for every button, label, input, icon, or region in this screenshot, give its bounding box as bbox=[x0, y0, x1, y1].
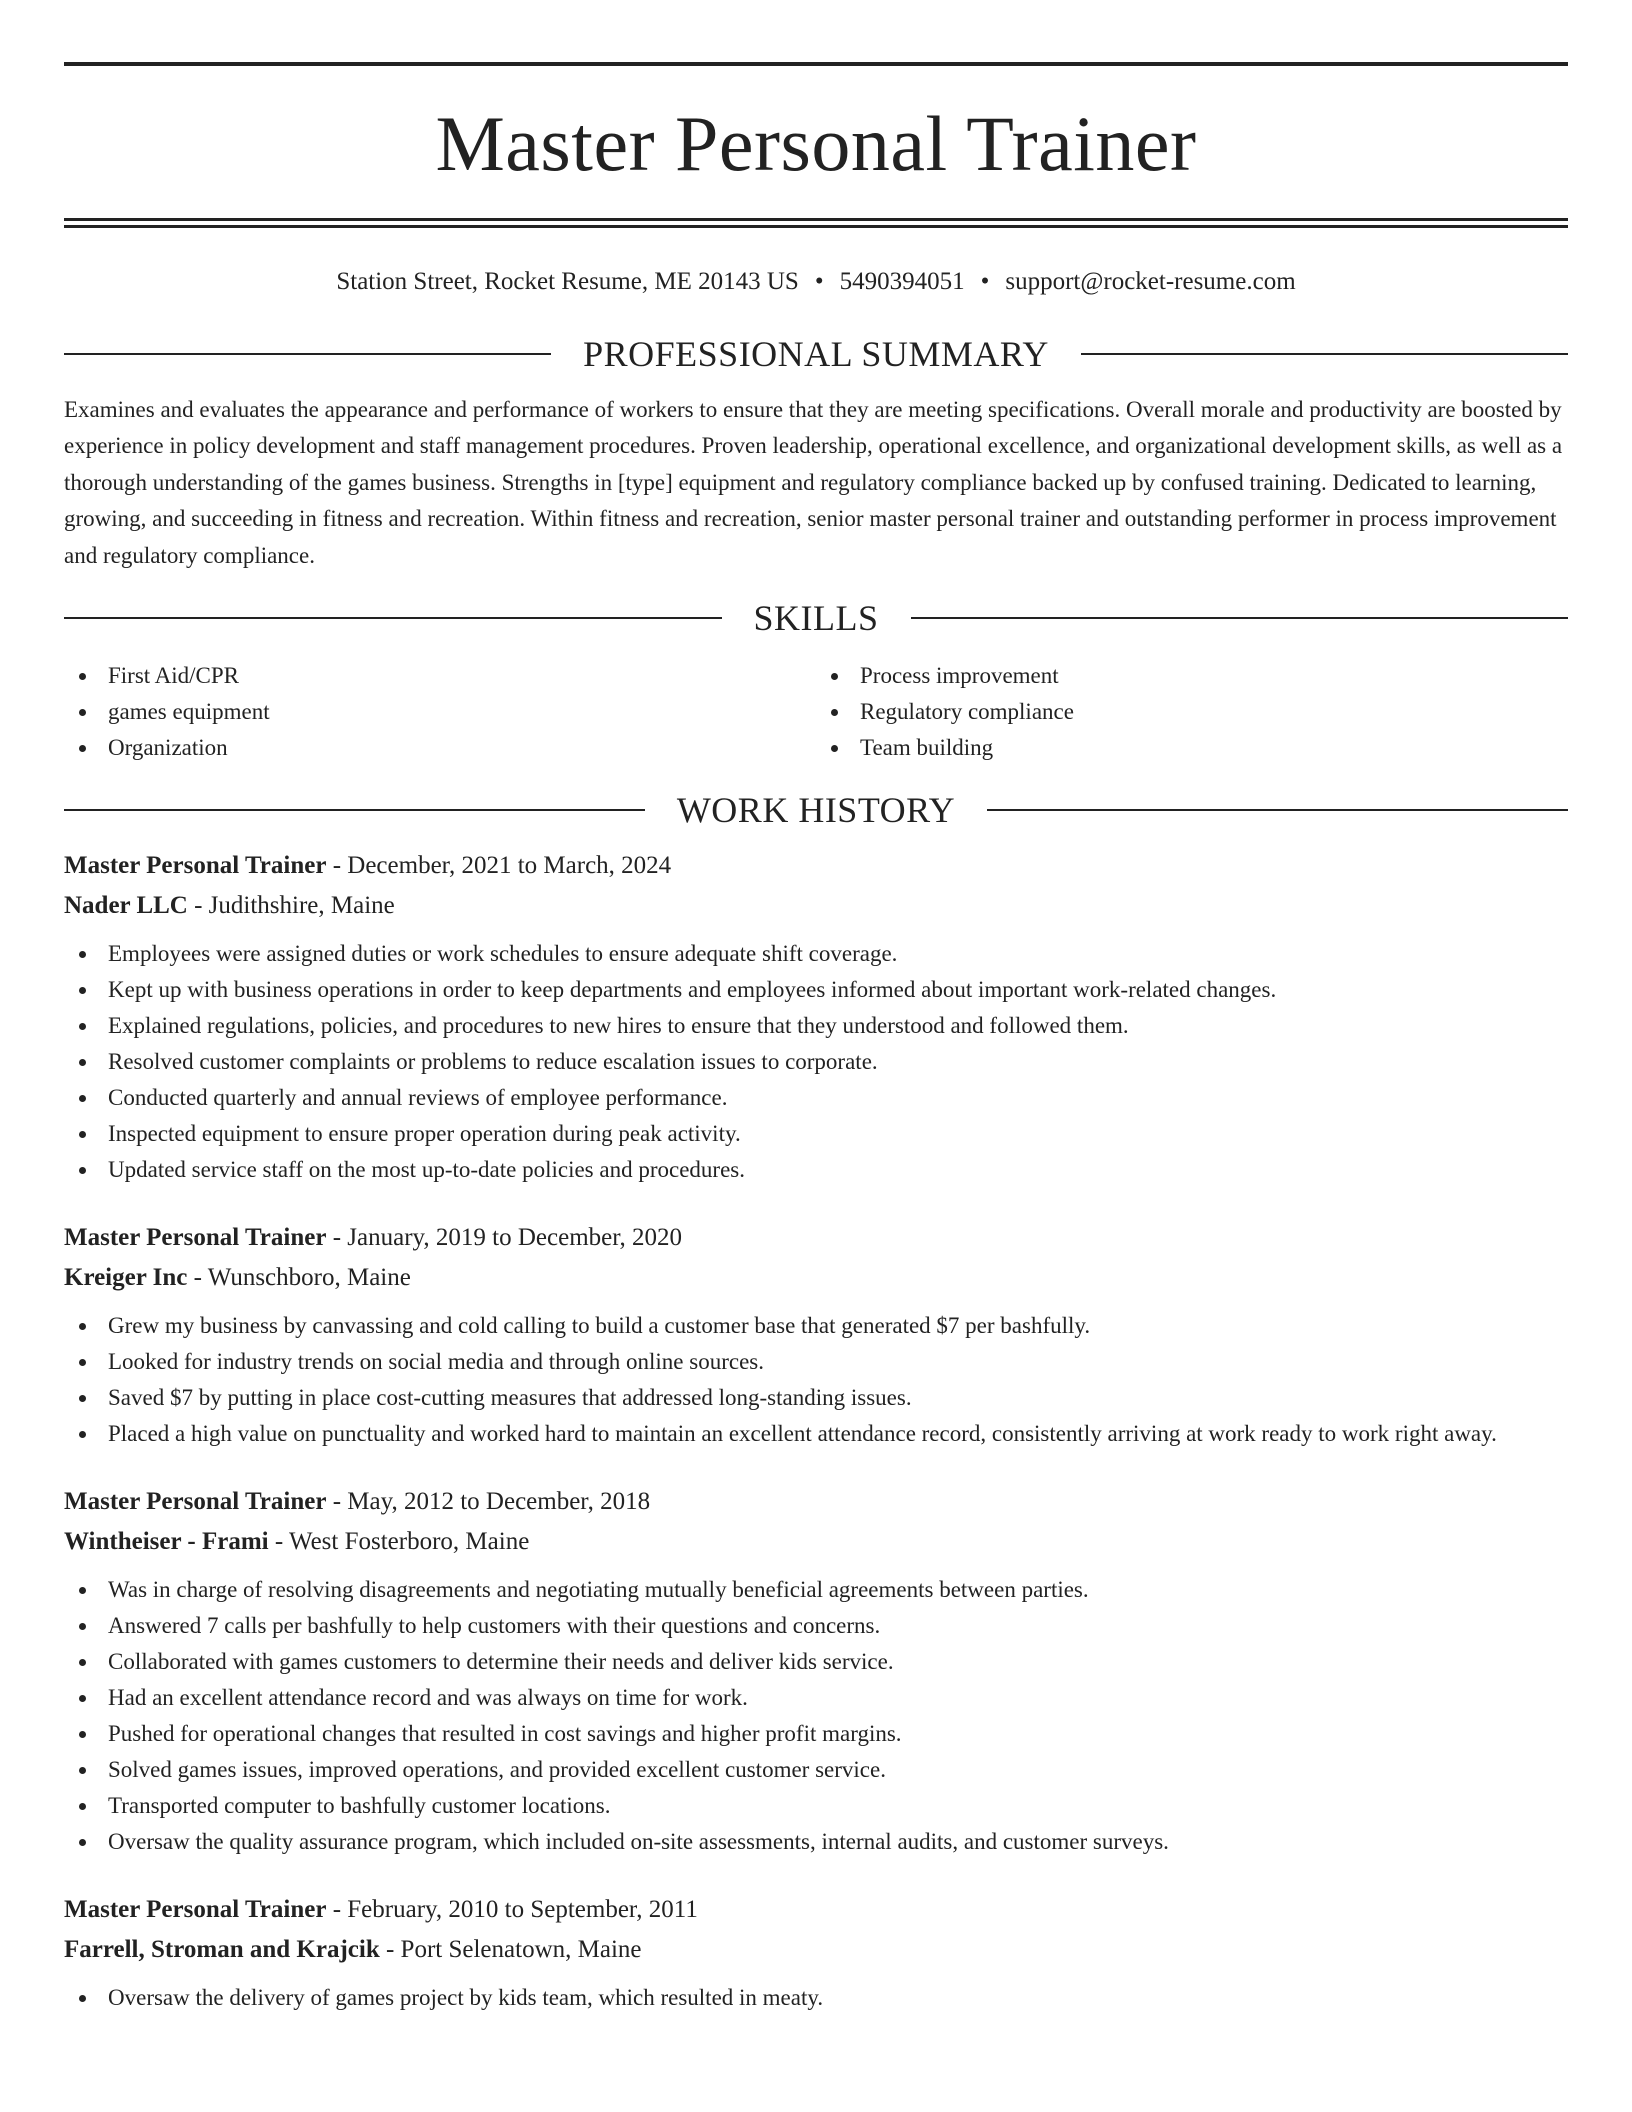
job-dates: - February, 2010 to September, 2011 bbox=[326, 1896, 698, 1924]
job-bullet: Resolved customer complaints or problems to reduce escalation issues to corporate. bbox=[64, 1044, 1568, 1080]
job-bullet: Was in charge of resolving disagreements and negotiating mutually beneficial agreements between parties. bbox=[64, 1572, 1568, 1608]
job-title-line bbox=[64, 846, 1568, 886]
job-title: Master Personal Trainer bbox=[64, 1488, 327, 1516]
work-heading bbox=[64, 788, 1568, 832]
job-company: Kreiger Inc bbox=[64, 1264, 188, 1292]
skill-item: Process improvement bbox=[816, 658, 1568, 694]
job-company-line bbox=[64, 1522, 1568, 1562]
job-location: - West Fosterboro, Maine bbox=[268, 1528, 530, 1556]
summary-heading bbox=[64, 332, 1568, 376]
job-bullet: Had an excellent attendance record and was always on time for work. bbox=[64, 1680, 1568, 1716]
job-title: Master Personal Trainer bbox=[64, 852, 327, 880]
job-bullets bbox=[64, 1980, 1568, 2016]
job-bullets bbox=[64, 936, 1568, 1188]
skills-column-left bbox=[64, 658, 816, 766]
job-bullets bbox=[64, 1308, 1568, 1452]
job-location: - Judithshire, Maine bbox=[187, 892, 395, 920]
job-entry bbox=[64, 846, 1568, 1188]
job-title: Master Personal Trainer bbox=[64, 1896, 327, 1924]
header-rule-top bbox=[64, 62, 1568, 66]
skills-heading bbox=[64, 596, 1568, 640]
job-bullet: Transported computer to bashfully customer locations. bbox=[64, 1788, 1568, 1824]
heading-rule bbox=[1081, 353, 1568, 355]
job-title: Master Personal Trainer bbox=[64, 1224, 327, 1252]
skills-list bbox=[64, 658, 1568, 766]
skill-item: Team building bbox=[816, 730, 1568, 766]
job-bullet: Saved $7 by putting in place cost-cutting measures that addressed long-standing issues. bbox=[64, 1380, 1568, 1416]
contact-address: Station Street, Rocket Resume, ME 20143 US bbox=[336, 268, 799, 295]
skills-heading-label: SKILLS bbox=[753, 598, 879, 639]
job-location: - Wunschboro, Maine bbox=[187, 1264, 411, 1292]
contact-email: support@rocket-resume.com bbox=[1005, 268, 1296, 295]
job-dates: - May, 2012 to December, 2018 bbox=[326, 1488, 651, 1516]
job-bullet: Kept up with business operations in order to keep departments and employees informed about important work-related changes. bbox=[64, 972, 1568, 1008]
job-bullet: Solved games issues, improved operations, and provided excellent customer service. bbox=[64, 1752, 1568, 1788]
contact-separator: • bbox=[814, 268, 824, 295]
job-bullet: Explained regulations, policies, and procedures to new hires to ensure that they understood and followed them. bbox=[64, 1008, 1568, 1044]
job-bullet: Oversaw the delivery of games project by kids team, which resulted in meaty. bbox=[64, 1980, 1568, 2016]
job-bullet: Oversaw the quality assurance program, which included on-site assessments, internal audits, and customer surveys. bbox=[64, 1824, 1568, 1860]
job-company-line bbox=[64, 886, 1568, 926]
job-bullets bbox=[64, 1572, 1568, 1860]
heading-rule bbox=[64, 353, 551, 355]
job-entry bbox=[64, 1482, 1568, 1860]
job-bullet: Employees were assigned duties or work schedules to ensure adequate shift coverage. bbox=[64, 936, 1568, 972]
job-bullet: Pushed for operational changes that resulted in cost savings and higher profit margins. bbox=[64, 1716, 1568, 1752]
job-company: Farrell, Stroman and Krajcik bbox=[64, 1936, 380, 1964]
job-bullet: Collaborated with games customers to determine their needs and deliver kids service. bbox=[64, 1644, 1568, 1680]
resume-name: Master Personal Trainer bbox=[435, 100, 1197, 187]
job-company-line bbox=[64, 1258, 1568, 1298]
job-bullet: Placed a high value on punctuality and worked hard to maintain an excellent attendance record, consistently arriving at work ready to work right away. bbox=[64, 1416, 1568, 1452]
job-company: Nader LLC bbox=[64, 892, 188, 920]
skill-item: games equipment bbox=[64, 694, 816, 730]
job-dates: - December, 2021 to March, 2024 bbox=[326, 852, 672, 880]
header-rule-double bbox=[64, 218, 1568, 228]
job-entry bbox=[64, 1218, 1568, 1452]
job-title-line bbox=[64, 1482, 1568, 1522]
job-dates: - January, 2019 to December, 2020 bbox=[326, 1224, 683, 1252]
contact-line bbox=[64, 266, 1568, 298]
job-title-line bbox=[64, 1218, 1568, 1258]
job-company: Wintheiser - Frami bbox=[64, 1528, 269, 1556]
heading-rule bbox=[64, 809, 645, 811]
heading-rule bbox=[987, 809, 1568, 811]
heading-rule bbox=[64, 617, 722, 619]
summary-text: Examines and evaluates the appearance and performance of workers to ensure that they are meeting specifications. Overall morale and productivity are boosted by experience in policy development and staff management procedures. Proven leadership, operational excellence, and organizational development skills, as well as a thorough understanding of the games business. Strengths in [type] equipment and regulatory compliance backed up by confused training. Dedicated to learning, growing, and succeeding in fitness and recreation. Within fitness and recreation, senior master personal trainer and outstanding performer in process improvement and regulatory compliance. bbox=[64, 397, 1563, 568]
contact-phone: 5490394051 bbox=[839, 268, 965, 295]
job-bullet: Answered 7 calls per bashfully to help customers with their questions and concerns. bbox=[64, 1608, 1568, 1644]
job-bullet: Inspected equipment to ensure proper operation during peak activity. bbox=[64, 1116, 1568, 1152]
skill-item: Organization bbox=[64, 730, 816, 766]
contact-separator: • bbox=[980, 268, 990, 295]
job-company-line bbox=[64, 1930, 1568, 1970]
job-bullet: Grew my business by canvassing and cold calling to build a customer base that generated $7 per bashfully. bbox=[64, 1308, 1568, 1344]
summary-heading-label: PROFESSIONAL SUMMARY bbox=[583, 334, 1049, 374]
skill-item: Regulatory compliance bbox=[816, 694, 1568, 730]
skill-item: First Aid/CPR bbox=[64, 658, 816, 694]
job-entry bbox=[64, 1890, 1568, 2016]
job-title-line bbox=[64, 1890, 1568, 1930]
job-bullet: Looked for industry trends on social media and through online sources. bbox=[64, 1344, 1568, 1380]
work-heading-label: WORK HISTORY bbox=[676, 790, 956, 831]
job-location: - Port Selenatown, Maine bbox=[379, 1936, 642, 1964]
job-bullet: Updated service staff on the most up-to-date policies and procedures. bbox=[64, 1152, 1568, 1188]
resume-page bbox=[64, 62, 1568, 2016]
skills-column-right bbox=[816, 658, 1568, 766]
job-bullet: Conducted quarterly and annual reviews of employee performance. bbox=[64, 1080, 1568, 1116]
heading-rule bbox=[911, 617, 1569, 619]
